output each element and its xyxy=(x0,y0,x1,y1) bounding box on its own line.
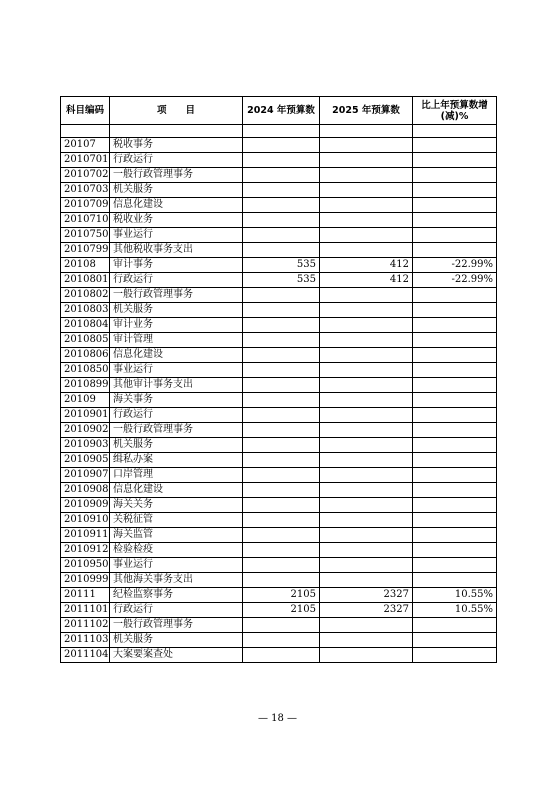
table-row xyxy=(61,633,497,648)
row-budget-2024-cell xyxy=(243,288,320,303)
row-change-cell xyxy=(413,513,497,528)
row-item-cell: 审计业务 xyxy=(110,318,243,333)
row-change-cell xyxy=(413,333,497,348)
row-budget-2024-cell xyxy=(243,528,320,543)
row-budget-2025-cell: 2327 xyxy=(320,603,413,618)
row-item-cell: 一般行政管理事务 xyxy=(110,618,243,633)
row-code-cell: 2010912 xyxy=(61,543,110,558)
row-budget-2025-cell xyxy=(320,125,413,138)
row-budget-2025-cell xyxy=(320,333,413,348)
row-change-cell xyxy=(413,633,497,648)
row-change-cell xyxy=(413,228,497,243)
row-budget-2025-cell xyxy=(320,483,413,498)
table-row xyxy=(61,363,497,378)
row-budget-2025-cell xyxy=(320,453,413,468)
row-item-cell: 检验检疫 xyxy=(110,543,243,558)
page-number: — 18 — xyxy=(257,713,298,724)
table-row xyxy=(61,588,497,603)
table-row xyxy=(61,453,497,468)
row-budget-2025-cell xyxy=(320,633,413,648)
row-budget-2024-cell xyxy=(243,453,320,468)
row-budget-2025-cell xyxy=(320,573,413,588)
row-change-cell xyxy=(413,558,497,573)
row-budget-2025-cell xyxy=(320,348,413,363)
table-row xyxy=(61,498,497,513)
row-item-cell: 其他海关事务支出 xyxy=(110,573,243,588)
row-item-cell: 行政运行 xyxy=(110,273,243,288)
row-budget-2024-cell: 535 xyxy=(243,258,320,273)
row-budget-2025-cell xyxy=(320,468,413,483)
row-budget-2024-cell xyxy=(243,618,320,633)
row-change-cell xyxy=(413,393,497,408)
table-row xyxy=(61,543,497,558)
row-budget-2024-cell xyxy=(243,243,320,258)
row-budget-2025-cell: 412 xyxy=(320,258,413,273)
row-item-cell: 海关关务 xyxy=(110,498,243,513)
header-budget-2024: 2024 年预算数 xyxy=(243,97,320,125)
table-row xyxy=(61,528,497,543)
row-code-cell: 2011101 xyxy=(61,603,110,618)
row-item-cell: 行政运行 xyxy=(110,153,243,168)
row-item-cell: 海关监管 xyxy=(110,528,243,543)
row-code-cell: 2010901 xyxy=(61,408,110,423)
row-item-cell: 机关服务 xyxy=(110,633,243,648)
row-item-cell: 一般行政管理事务 xyxy=(110,168,243,183)
row-change-cell xyxy=(413,528,497,543)
row-code-cell: 2010804 xyxy=(61,318,110,333)
header-code: 科目编码 xyxy=(61,97,110,125)
row-code-cell xyxy=(61,125,110,138)
table-row xyxy=(61,423,497,438)
row-budget-2024-cell xyxy=(243,348,320,363)
row-item-cell: 税收业务 xyxy=(110,213,243,228)
row-budget-2025-cell: 412 xyxy=(320,273,413,288)
row-code-cell: 20111 xyxy=(61,588,110,603)
row-change-cell: -22.99% xyxy=(413,273,497,288)
row-budget-2024-cell xyxy=(243,333,320,348)
row-budget-2024-cell xyxy=(243,318,320,333)
table-row xyxy=(61,228,497,243)
row-code-cell: 2010806 xyxy=(61,348,110,363)
row-code-cell: 2010902 xyxy=(61,423,110,438)
row-item-cell: 税收事务 xyxy=(110,138,243,153)
row-item-cell: 信息化建设 xyxy=(110,348,243,363)
row-item-cell: 审计事务 xyxy=(110,258,243,273)
row-code-cell: 2010910 xyxy=(61,513,110,528)
row-item-cell: 事业运行 xyxy=(110,363,243,378)
row-item-cell: 关税征管 xyxy=(110,513,243,528)
row-code-cell: 2010709 xyxy=(61,198,110,213)
table-row xyxy=(61,558,497,573)
row-item-cell: 事业运行 xyxy=(110,558,243,573)
row-code-cell: 2010909 xyxy=(61,498,110,513)
row-budget-2025-cell xyxy=(320,168,413,183)
row-budget-2025-cell xyxy=(320,213,413,228)
row-change-cell xyxy=(413,348,497,363)
row-item-cell: 海关事务 xyxy=(110,393,243,408)
row-code-cell: 2010799 xyxy=(61,243,110,258)
row-item-cell: 机关服务 xyxy=(110,183,243,198)
table-row xyxy=(61,138,497,153)
row-budget-2025-cell xyxy=(320,198,413,213)
row-code-cell: 2010903 xyxy=(61,438,110,453)
row-budget-2024-cell xyxy=(243,183,320,198)
row-budget-2024-cell: 2105 xyxy=(243,603,320,618)
row-item-cell: 缉私办案 xyxy=(110,453,243,468)
row-item-cell: 一般行政管理事务 xyxy=(110,423,243,438)
row-item-cell: 事业运行 xyxy=(110,228,243,243)
row-change-cell xyxy=(413,543,497,558)
row-budget-2025-cell xyxy=(320,513,413,528)
row-code-cell: 2010850 xyxy=(61,363,110,378)
row-budget-2025-cell xyxy=(320,153,413,168)
row-change-cell xyxy=(413,125,497,138)
row-budget-2025-cell xyxy=(320,243,413,258)
table-row xyxy=(61,648,497,663)
table-row xyxy=(61,438,497,453)
row-change-cell xyxy=(413,213,497,228)
row-budget-2024-cell xyxy=(243,153,320,168)
table-header-row xyxy=(61,97,497,125)
row-budget-2025-cell xyxy=(320,288,413,303)
row-change-cell xyxy=(413,423,497,438)
row-change-cell xyxy=(413,183,497,198)
row-budget-2025-cell xyxy=(320,498,413,513)
table-row xyxy=(61,213,497,228)
table-row xyxy=(61,183,497,198)
table-row xyxy=(61,348,497,363)
budget-table xyxy=(60,96,497,663)
row-item-cell: 一般行政管理事务 xyxy=(110,288,243,303)
row-code-cell: 20109 xyxy=(61,393,110,408)
row-item-cell: 机关服务 xyxy=(110,438,243,453)
header-item: 项 目 xyxy=(110,97,243,125)
row-code-cell: 20107 xyxy=(61,138,110,153)
row-change-cell xyxy=(413,483,497,498)
row-item-cell: 机关服务 xyxy=(110,303,243,318)
row-change-cell xyxy=(413,153,497,168)
row-code-cell: 2010907 xyxy=(61,468,110,483)
row-change-cell xyxy=(413,303,497,318)
row-budget-2024-cell xyxy=(243,483,320,498)
row-change-cell xyxy=(413,468,497,483)
header-change: 比上年预算数增(减)% xyxy=(413,97,497,125)
row-code-cell: 20108 xyxy=(61,258,110,273)
row-code-cell: 2010710 xyxy=(61,213,110,228)
row-change-cell: 10.55% xyxy=(413,603,497,618)
row-item-cell: 其他税收事务支出 xyxy=(110,243,243,258)
table-row xyxy=(61,333,497,348)
row-budget-2024-cell xyxy=(243,633,320,648)
row-change-cell xyxy=(413,648,497,663)
table-row xyxy=(61,273,497,288)
table-row xyxy=(61,168,497,183)
row-change-cell xyxy=(413,438,497,453)
row-budget-2024-cell xyxy=(243,198,320,213)
row-budget-2024-cell xyxy=(243,228,320,243)
header-budget-2025: 2025 年预算数 xyxy=(320,97,413,125)
row-budget-2024-cell xyxy=(243,138,320,153)
row-item-cell: 大案要案查处 xyxy=(110,648,243,663)
row-change-cell xyxy=(413,138,497,153)
table-row xyxy=(61,378,497,393)
table-row xyxy=(61,618,497,633)
row-code-cell: 2011103 xyxy=(61,633,110,648)
table-row xyxy=(61,603,497,618)
row-budget-2025-cell xyxy=(320,303,413,318)
row-budget-2024-cell: 2105 xyxy=(243,588,320,603)
row-budget-2025-cell xyxy=(320,363,413,378)
row-budget-2025-cell xyxy=(320,228,413,243)
row-budget-2024-cell xyxy=(243,468,320,483)
row-change-cell xyxy=(413,363,497,378)
row-change-cell: -22.99% xyxy=(413,258,497,273)
row-budget-2025-cell xyxy=(320,423,413,438)
row-budget-2024-cell xyxy=(243,363,320,378)
row-budget-2025-cell xyxy=(320,318,413,333)
table-row xyxy=(61,258,497,273)
row-budget-2024-cell xyxy=(243,648,320,663)
row-item-cell: 信息化建设 xyxy=(110,198,243,213)
row-code-cell: 2010802 xyxy=(61,288,110,303)
row-code-cell: 2010899 xyxy=(61,378,110,393)
table-row xyxy=(61,243,497,258)
table-body xyxy=(61,125,497,663)
row-budget-2025-cell: 2327 xyxy=(320,588,413,603)
row-change-cell xyxy=(413,453,497,468)
row-item-cell: 信息化建设 xyxy=(110,483,243,498)
row-budget-2025-cell xyxy=(320,618,413,633)
row-budget-2025-cell xyxy=(320,183,413,198)
row-code-cell: 2010999 xyxy=(61,573,110,588)
row-change-cell xyxy=(413,243,497,258)
row-change-cell xyxy=(413,618,497,633)
row-budget-2024-cell xyxy=(243,423,320,438)
row-item-cell: 行政运行 xyxy=(110,408,243,423)
row-change-cell xyxy=(413,573,497,588)
row-budget-2024-cell xyxy=(243,558,320,573)
table-row xyxy=(61,513,497,528)
row-budget-2025-cell xyxy=(320,393,413,408)
row-code-cell: 2011104 xyxy=(61,648,110,663)
row-budget-2025-cell xyxy=(320,378,413,393)
row-budget-2025-cell xyxy=(320,408,413,423)
row-change-cell xyxy=(413,288,497,303)
row-budget-2025-cell xyxy=(320,543,413,558)
row-item-cell: 纪检监察事务 xyxy=(110,588,243,603)
row-change-cell xyxy=(413,318,497,333)
row-item-cell: 行政运行 xyxy=(110,603,243,618)
row-item-cell xyxy=(110,125,243,138)
row-code-cell: 2010750 xyxy=(61,228,110,243)
row-change-cell xyxy=(413,378,497,393)
row-change-cell: 10.55% xyxy=(413,588,497,603)
row-change-cell xyxy=(413,408,497,423)
row-code-cell: 2010905 xyxy=(61,453,110,468)
table-row xyxy=(61,288,497,303)
row-budget-2024-cell: 535 xyxy=(243,273,320,288)
row-code-cell: 2010911 xyxy=(61,528,110,543)
row-budget-2025-cell xyxy=(320,648,413,663)
row-budget-2025-cell xyxy=(320,138,413,153)
row-budget-2024-cell xyxy=(243,438,320,453)
row-code-cell: 2010701 xyxy=(61,153,110,168)
row-item-cell: 审计管理 xyxy=(110,333,243,348)
row-budget-2024-cell xyxy=(243,513,320,528)
table-row xyxy=(61,408,497,423)
row-budget-2024-cell xyxy=(243,543,320,558)
table-row xyxy=(61,318,497,333)
row-code-cell: 2010805 xyxy=(61,333,110,348)
row-code-cell: 2011102 xyxy=(61,618,110,633)
table-row xyxy=(61,573,497,588)
row-change-cell xyxy=(413,168,497,183)
row-budget-2024-cell xyxy=(243,498,320,513)
row-budget-2024-cell xyxy=(243,378,320,393)
row-item-cell: 口岸管理 xyxy=(110,468,243,483)
row-code-cell: 2010801 xyxy=(61,273,110,288)
row-budget-2024-cell xyxy=(243,393,320,408)
row-budget-2024-cell xyxy=(243,213,320,228)
row-code-cell: 2010908 xyxy=(61,483,110,498)
row-budget-2025-cell xyxy=(320,438,413,453)
table-row xyxy=(61,125,497,138)
row-budget-2024-cell xyxy=(243,168,320,183)
row-item-cell: 其他审计事务支出 xyxy=(110,378,243,393)
row-budget-2025-cell xyxy=(320,528,413,543)
row-code-cell: 2010803 xyxy=(61,303,110,318)
table-row xyxy=(61,393,497,408)
table-row xyxy=(61,468,497,483)
table-row xyxy=(61,303,497,318)
row-change-cell xyxy=(413,198,497,213)
row-budget-2024-cell xyxy=(243,573,320,588)
row-budget-2024-cell xyxy=(243,125,320,138)
table-row xyxy=(61,483,497,498)
table-row xyxy=(61,198,497,213)
row-budget-2024-cell xyxy=(243,408,320,423)
table-row xyxy=(61,153,497,168)
row-change-cell xyxy=(413,498,497,513)
row-budget-2024-cell xyxy=(243,303,320,318)
row-code-cell: 2010703 xyxy=(61,183,110,198)
row-budget-2025-cell xyxy=(320,558,413,573)
row-code-cell: 2010950 xyxy=(61,558,110,573)
row-code-cell: 2010702 xyxy=(61,168,110,183)
